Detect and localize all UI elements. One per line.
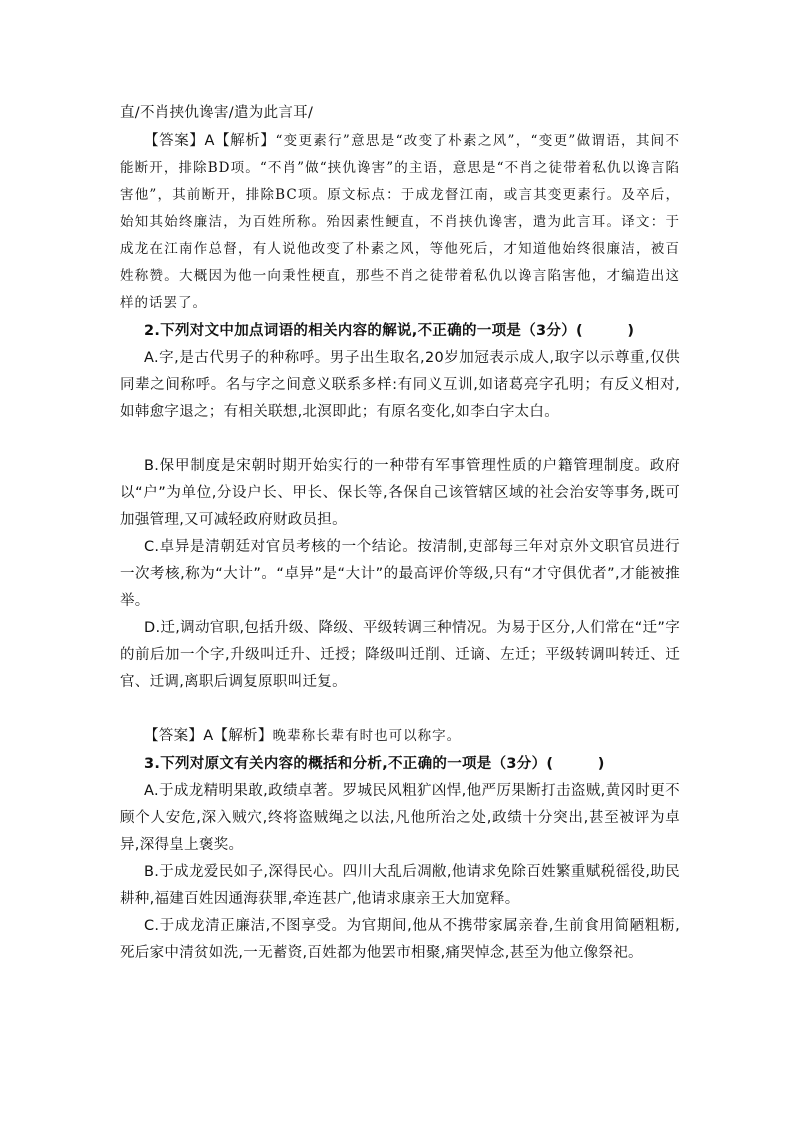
answer-explanation-2 xyxy=(120,723,680,750)
question-3-option-a: A.于成龙精明果敢,政绩卓著。罗城民风粗犷凶悍,他严厉果断打击盗贼,黄冈时更不顾个人安危,深入贼穴,终将盗贼绳之以法,凡他所治之处,政绩十分突出,甚至被评为卓异,深得皇上褒奖。 xyxy=(120,783,680,853)
answer-tag: 【答案】A【解析】 xyxy=(144,133,276,149)
question-3-option-c: C.于成龙清正廉洁,不图享受。为官期间,他从不携带家属亲眷,生前食用简陋粗粝,死后家中清贫如洗,一无蓄资,百姓都为他罢市相聚,痛哭悼念,甚至为他立像祭祀。 xyxy=(120,918,680,961)
question-2-option-d: D.迁,调动官职,包括升级、降级、平级转调三种情况。为易于区分,人们常在“迁”字的前后加一个字,升级叫迁升、迁授；降级叫迁削、迁谪、左迁；平级转调叫转迁、迁官、迁调,离职后调复原职叫迁复。 xyxy=(120,620,680,690)
continued-line: 直/不肖挟仇谗害/遣为此言耳/ xyxy=(120,105,314,121)
question-2-option-c: C.卓异是清朝廷对官员考核的一个结论。按清制,吏部每三年对京外文职官员进行一次考核,称为“大计”。“卓异”是“大计”的最高评价等级,只有“才守俱优者”,才能被推举。 xyxy=(120,539,680,609)
answer-text: “变更素行”意思是“改变了朴素之风”，“变更”做谓语，其间不能断开，排除BD项。“不肖”做“挟仇谗害”的主语，意思是“不肖之徒带着私仇以谗言陷害他”，其前断开，排除BC项。原文标点：于成龙督江南，或言其变更素行。及卒后，始知其始终廉洁，为百姓所称。殆因素性鲠直，不肖挟仇谗害，遣为此言耳。译文：于成龙在江南作总督，有人说他改变了朴素之风，等他死后，才知道他始终很廉洁，被百姓称赞。大概因为他一向秉性梗直，那些不肖之徒带着私仇以谗言陷害他，才编造出这样的话罢了。 xyxy=(120,133,680,311)
answer-explanation-1 xyxy=(120,128,680,317)
question-3-stem: 3.下列对原文有关内容的概括和分析,不正确的一项是（3分）( ) xyxy=(144,756,605,772)
answer-text: 晚辈称长辈有时也可以称字。 xyxy=(272,728,462,744)
question-2-option-a: A.字,是古代男子的种称呼。男子出生取名,20岁加冠表示成人,取字以示尊重,仅供同辈之间称呼。名与字之间意义联系多样:有同义互训,如诸葛亮字孔明；有反义相对,如韩愈字退之；有相关联想,北溟即此；有原名变化,如李白字太白。 xyxy=(120,350,680,420)
question-3-option-b: B.于成龙爱民如子,深得民心。四川大乱后凋敝,他请求免除百姓繁重赋税徭役,助民耕种,福建百姓因通海获罪,牵连甚广,他请求康亲王大加宽释。 xyxy=(120,864,680,907)
question-2-stem: 2.下列对文中加点词语的相关内容的解说,不正确的一项是（3分）( ) xyxy=(144,323,635,339)
answer-tag: 【答案】A【解析】 xyxy=(144,728,273,744)
question-2-option-b: B.保甲制度是宋朝时期开始实行的一种带有军事管理性质的户籍管理制度。政府以“户”为单位,分设户长、甲长、保长等,各保自己该管辖区域的社会治安等事务,既可加强管理,又可减轻政府财政员担。 xyxy=(120,458,680,528)
